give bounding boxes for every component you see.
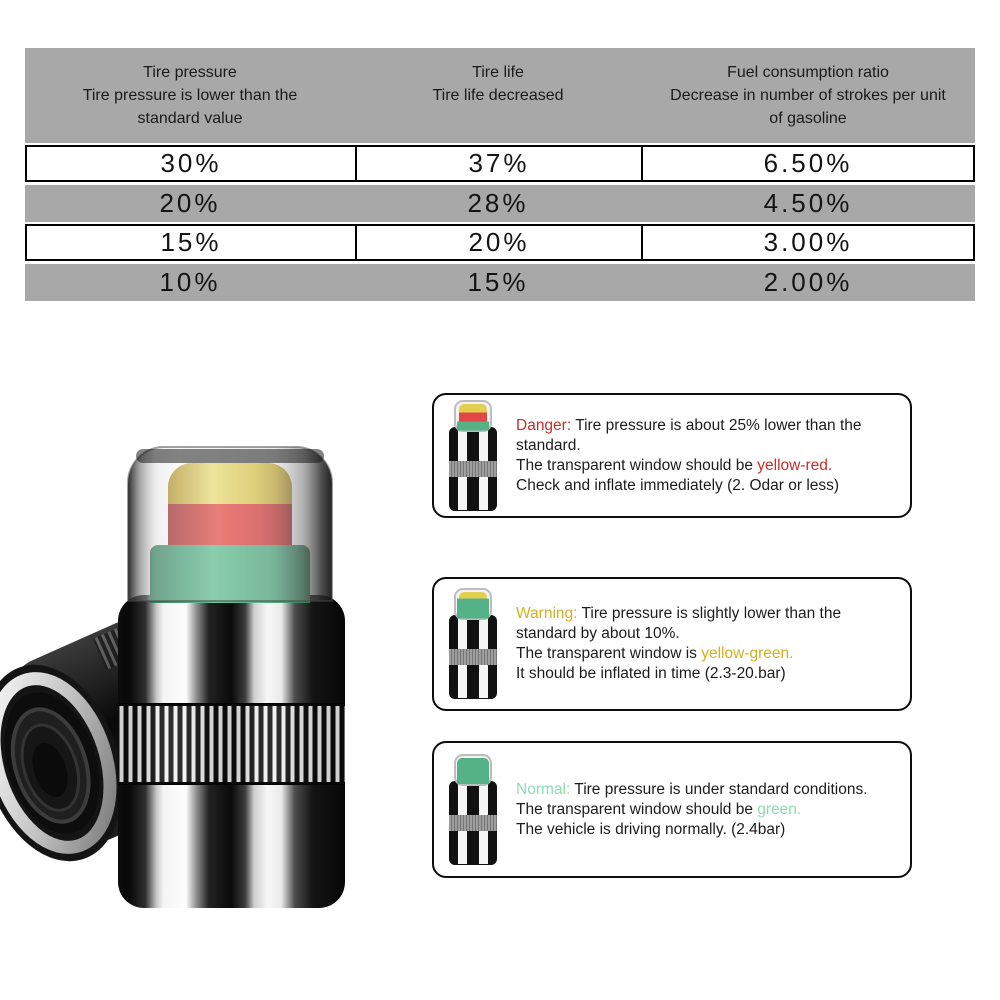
table-cell: 15% xyxy=(160,227,222,257)
warning-line2: The transparent window is xyxy=(516,645,702,662)
valve-cap-indicator-yellow-red-green-icon xyxy=(443,399,503,513)
danger-line2-colored: yellow-red. xyxy=(757,456,833,474)
normal-line1: Tire pressure is under standard conditions. xyxy=(574,780,868,798)
valve-cap-indicator-green-icon xyxy=(443,748,503,872)
table-header-tire-life xyxy=(355,48,641,143)
header-title: Tire pressure xyxy=(143,64,237,81)
table-row xyxy=(25,185,975,222)
table-cell: 2.00% xyxy=(763,267,853,297)
danger-line3: Check and inflate immediately (2. Odar or less) xyxy=(516,476,840,494)
header-subtitle: Decrease in number of strokes per unit of gasoline xyxy=(670,87,946,127)
normal-line2-colored: green. xyxy=(757,800,802,818)
table-header-row xyxy=(25,48,975,143)
table-cell: 15% xyxy=(467,267,529,297)
table-cell: 10% xyxy=(159,267,221,297)
tire-valve-caps-product-photo xyxy=(0,425,400,925)
table-cell: 37% xyxy=(355,147,641,180)
normal-text xyxy=(516,780,868,840)
header-subtitle: Tire life decreased xyxy=(432,87,564,104)
danger-line2: The transparent window should be xyxy=(516,456,758,474)
danger-callout xyxy=(432,393,912,518)
table-cell: 20% xyxy=(159,188,221,218)
comparison-table xyxy=(25,48,975,301)
normal-line2: The transparent window should be xyxy=(516,800,758,818)
valve-cap-indicator-yellow-green-icon xyxy=(443,583,503,705)
header-title: Tire life xyxy=(472,64,524,81)
table-cell: 30% xyxy=(160,148,222,178)
table-row xyxy=(25,224,975,261)
normal-callout xyxy=(432,741,912,878)
danger-label: Danger: xyxy=(516,416,572,434)
table-row xyxy=(25,264,975,301)
normal-line3: The vehicle is driving normally. (2.4bar) xyxy=(516,820,786,838)
table-cell: 28% xyxy=(467,188,529,218)
normal-label: Normal: xyxy=(516,780,571,798)
valve-cap-front-view xyxy=(118,447,345,908)
table-cell: 4.50% xyxy=(763,188,853,218)
warning-label: Warning: xyxy=(516,605,578,622)
table-header-fuel-ratio xyxy=(641,48,975,143)
table-header-tire-pressure xyxy=(25,48,355,143)
danger-line1: Tire pressure is about 25% lower than the standard. xyxy=(516,416,862,454)
danger-text xyxy=(516,416,904,496)
transparent-dome xyxy=(128,447,332,601)
warning-callout xyxy=(432,577,912,711)
warning-text xyxy=(516,604,904,684)
warning-line3: It should be inflated in time (2.3-20.bar) xyxy=(516,665,786,682)
table-cell: 20% xyxy=(355,226,641,259)
header-title: Fuel consumption ratio xyxy=(727,64,889,81)
table-cell: 6.50% xyxy=(641,147,973,180)
header-subtitle: Tire pressure is lower than the standard value xyxy=(82,87,298,127)
warning-line1: Tire pressure is slightly lower than the standard by about 10%. xyxy=(516,605,842,642)
table-cell: 3.00% xyxy=(641,226,973,259)
warning-line2-colored: yellow-green. xyxy=(701,645,794,662)
table-row xyxy=(25,145,975,182)
